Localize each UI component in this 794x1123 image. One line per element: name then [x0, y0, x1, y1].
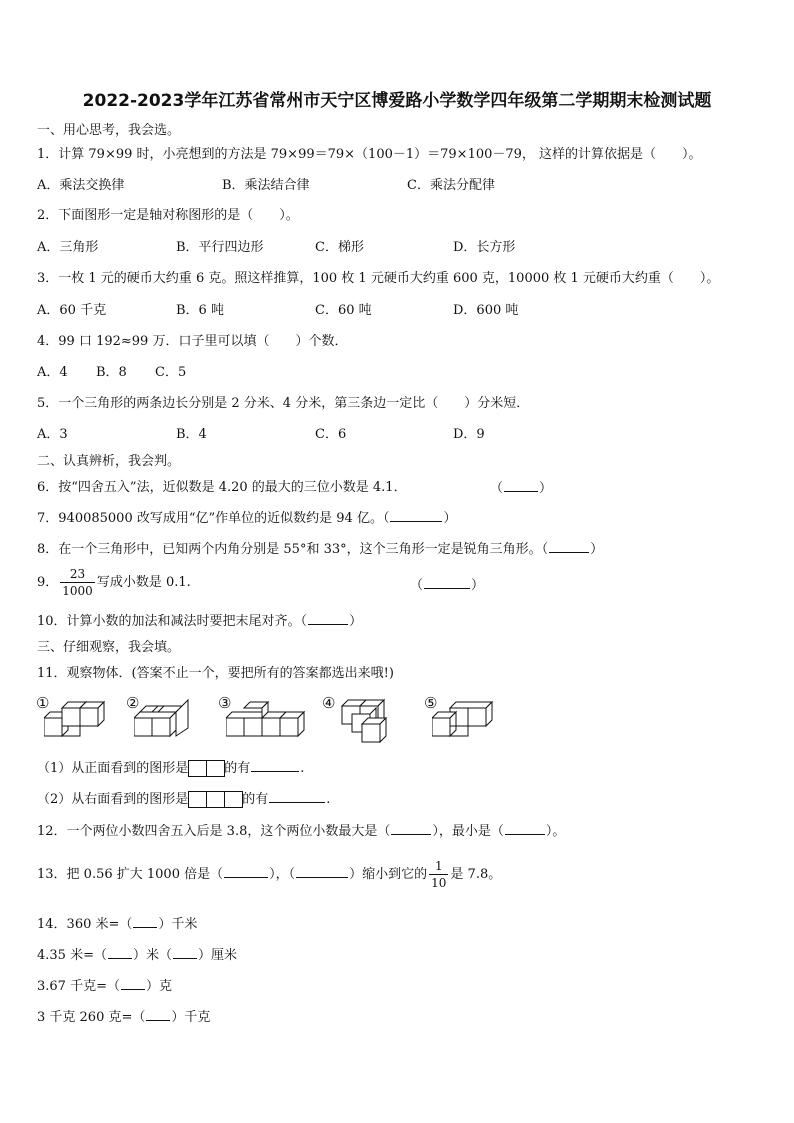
- question-14-line-1: 14．360 米=（ ）千米: [37, 917, 198, 932]
- q5-option-d: D．9: [453, 427, 485, 442]
- q5-option-b: B．4: [176, 427, 207, 442]
- cube-figure-5: ⑤: [432, 696, 494, 748]
- q3-option-c: C．60 吨: [315, 303, 372, 318]
- question-13: 13．把 0.56 扩大 1000 倍是（ ），（ ）缩小到它的 $\frac{1}{10}$ 是 7.8。: [37, 859, 502, 890]
- q11-sub-1: （1）从正面看到的图形是 的有 .: [37, 761, 305, 776]
- q5-option-a: A．3: [37, 427, 68, 442]
- answer-blank[interactable]: [173, 946, 197, 959]
- answer-blank[interactable]: [121, 977, 145, 990]
- question-4: 4．99 口 192≈99 万．口子里可以填（ ）个数．: [37, 334, 348, 349]
- q11-sub-2: （2）从右面看到的图形是 的有 .: [37, 792, 331, 807]
- cube-drawing: [226, 696, 306, 744]
- question-12: 12．一个两位小数四舍五入后是 3.8，这个两位小数最大是（ ），最小是（ ）。: [37, 824, 566, 839]
- question-2: 2．下面图形一定是轴对称图形的是（ ）。: [37, 208, 299, 223]
- page-title: 2022-2023学年江苏省常州市天宁区博爱路小学数学四年级第二学期期末检测试题: [82, 91, 712, 111]
- q4-option-b: B．8: [96, 365, 127, 380]
- question-14-line-2: 4.35 米=（ ）米（ ）厘米: [37, 948, 238, 963]
- section-heading: 一、用心思考，我会选。: [37, 123, 181, 138]
- cube-drawing: [330, 696, 392, 746]
- q1-option-b: B．乘法结合律: [222, 178, 310, 193]
- right-view-shape: [188, 792, 242, 807]
- answer-blank[interactable]: [108, 946, 132, 959]
- answer-blank[interactable]: [133, 915, 157, 928]
- q4-option-a: A．4: [37, 365, 68, 380]
- question-1: 1．计算 79×99 时，小亮想到的方法是 79×99＝79×（100－1）＝79×100－79， 这样的计算依据是（ ）。: [37, 147, 702, 162]
- q2-option-b: B．平行四边形: [176, 240, 264, 255]
- cube-drawing: [134, 696, 196, 744]
- section-heading: 二、认真辨析，我会判。: [37, 454, 181, 469]
- question-14-line-3: 3.67 千克=（ ）克: [37, 979, 172, 994]
- cube-figure-4: ④: [330, 696, 392, 750]
- answer-blank[interactable]: [224, 865, 268, 878]
- answer-blank[interactable]: [296, 865, 348, 878]
- question-3: 3．一枚 1 元的硬币大约重 6 克。照这样推算，100 枚 1 元硬币大约重 600 克，10000 枚 1 元硬币大约重（ ）。: [37, 271, 720, 286]
- section-heading: 三、仔细观察，我会填。: [37, 640, 181, 655]
- answer-blank[interactable]: [251, 759, 299, 772]
- answer-blank[interactable]: [505, 822, 545, 835]
- fraction: $\frac{23}{1000}$: [62, 567, 93, 598]
- cube-figure-1: ①: [44, 696, 106, 748]
- question-5: 5．一个三角形的两条边长分别是 2 分米、4 分米，第三条边一定比（ ）分米短．: [37, 396, 530, 411]
- cube-drawing: [432, 696, 494, 744]
- q8-answer-blank[interactable]: （ ）: [541, 542, 604, 557]
- question-11: 11．观察物体．(答案不止一个，要把所有的答案都选出来哦!): [37, 666, 394, 681]
- fraction: $\frac{1}{10}$: [431, 859, 447, 890]
- answer-blank[interactable]: [391, 822, 431, 835]
- q7-answer-blank[interactable]: （ ）: [382, 511, 457, 526]
- question-6: 6．按“四舍五入”法，近似数是 4.20 的最大的三位小数是 4.1．: [37, 480, 407, 495]
- question-8: 8．在一个三角形中，已知两个内角分别是 55°和 33°，这个三角形一定是锐角三角形。（ ）: [37, 542, 604, 557]
- q2-option-d: D．长方形: [453, 240, 516, 255]
- q2-option-c: C．梯形: [315, 240, 364, 255]
- cube-drawing: [44, 696, 106, 744]
- q3-option-b: B．6 吨: [176, 303, 224, 318]
- question-7: 7．940085000 改写成用“亿”作单位的近似数约是 94 亿。（ ）: [37, 511, 457, 526]
- question-14-line-4: 3 千克 260 克=（ ）千克: [37, 1010, 211, 1025]
- front-view-shape: [188, 761, 224, 776]
- cube-figure-3: ③: [226, 696, 306, 748]
- q3-option-a: A．60 千克: [37, 303, 107, 318]
- cube-figure-2: ②: [134, 696, 196, 748]
- q6-answer-blank[interactable]: （ ）: [490, 481, 553, 496]
- q5-option-c: C．6: [315, 427, 347, 442]
- q1-option-c: C．乘法分配律: [407, 178, 495, 193]
- q4-option-c: C．5: [155, 365, 187, 380]
- q10-answer-blank[interactable]: （ ）: [300, 614, 363, 629]
- answer-blank[interactable]: [146, 1008, 170, 1021]
- q9-answer-blank[interactable]: （ ）: [410, 578, 485, 593]
- question-9: 9． $\frac{23}{1000}$ 写成小数是 0.1.: [37, 567, 191, 598]
- question-10: 10．计算小数的加法和减法时要把末尾对齐。（ ）: [37, 614, 363, 629]
- q3-option-d: D．600 吨: [453, 303, 519, 318]
- answer-blank[interactable]: [269, 790, 325, 803]
- q1-option-a: A．乘法交换律: [37, 178, 125, 193]
- q2-option-a: A．三角形: [37, 240, 99, 255]
